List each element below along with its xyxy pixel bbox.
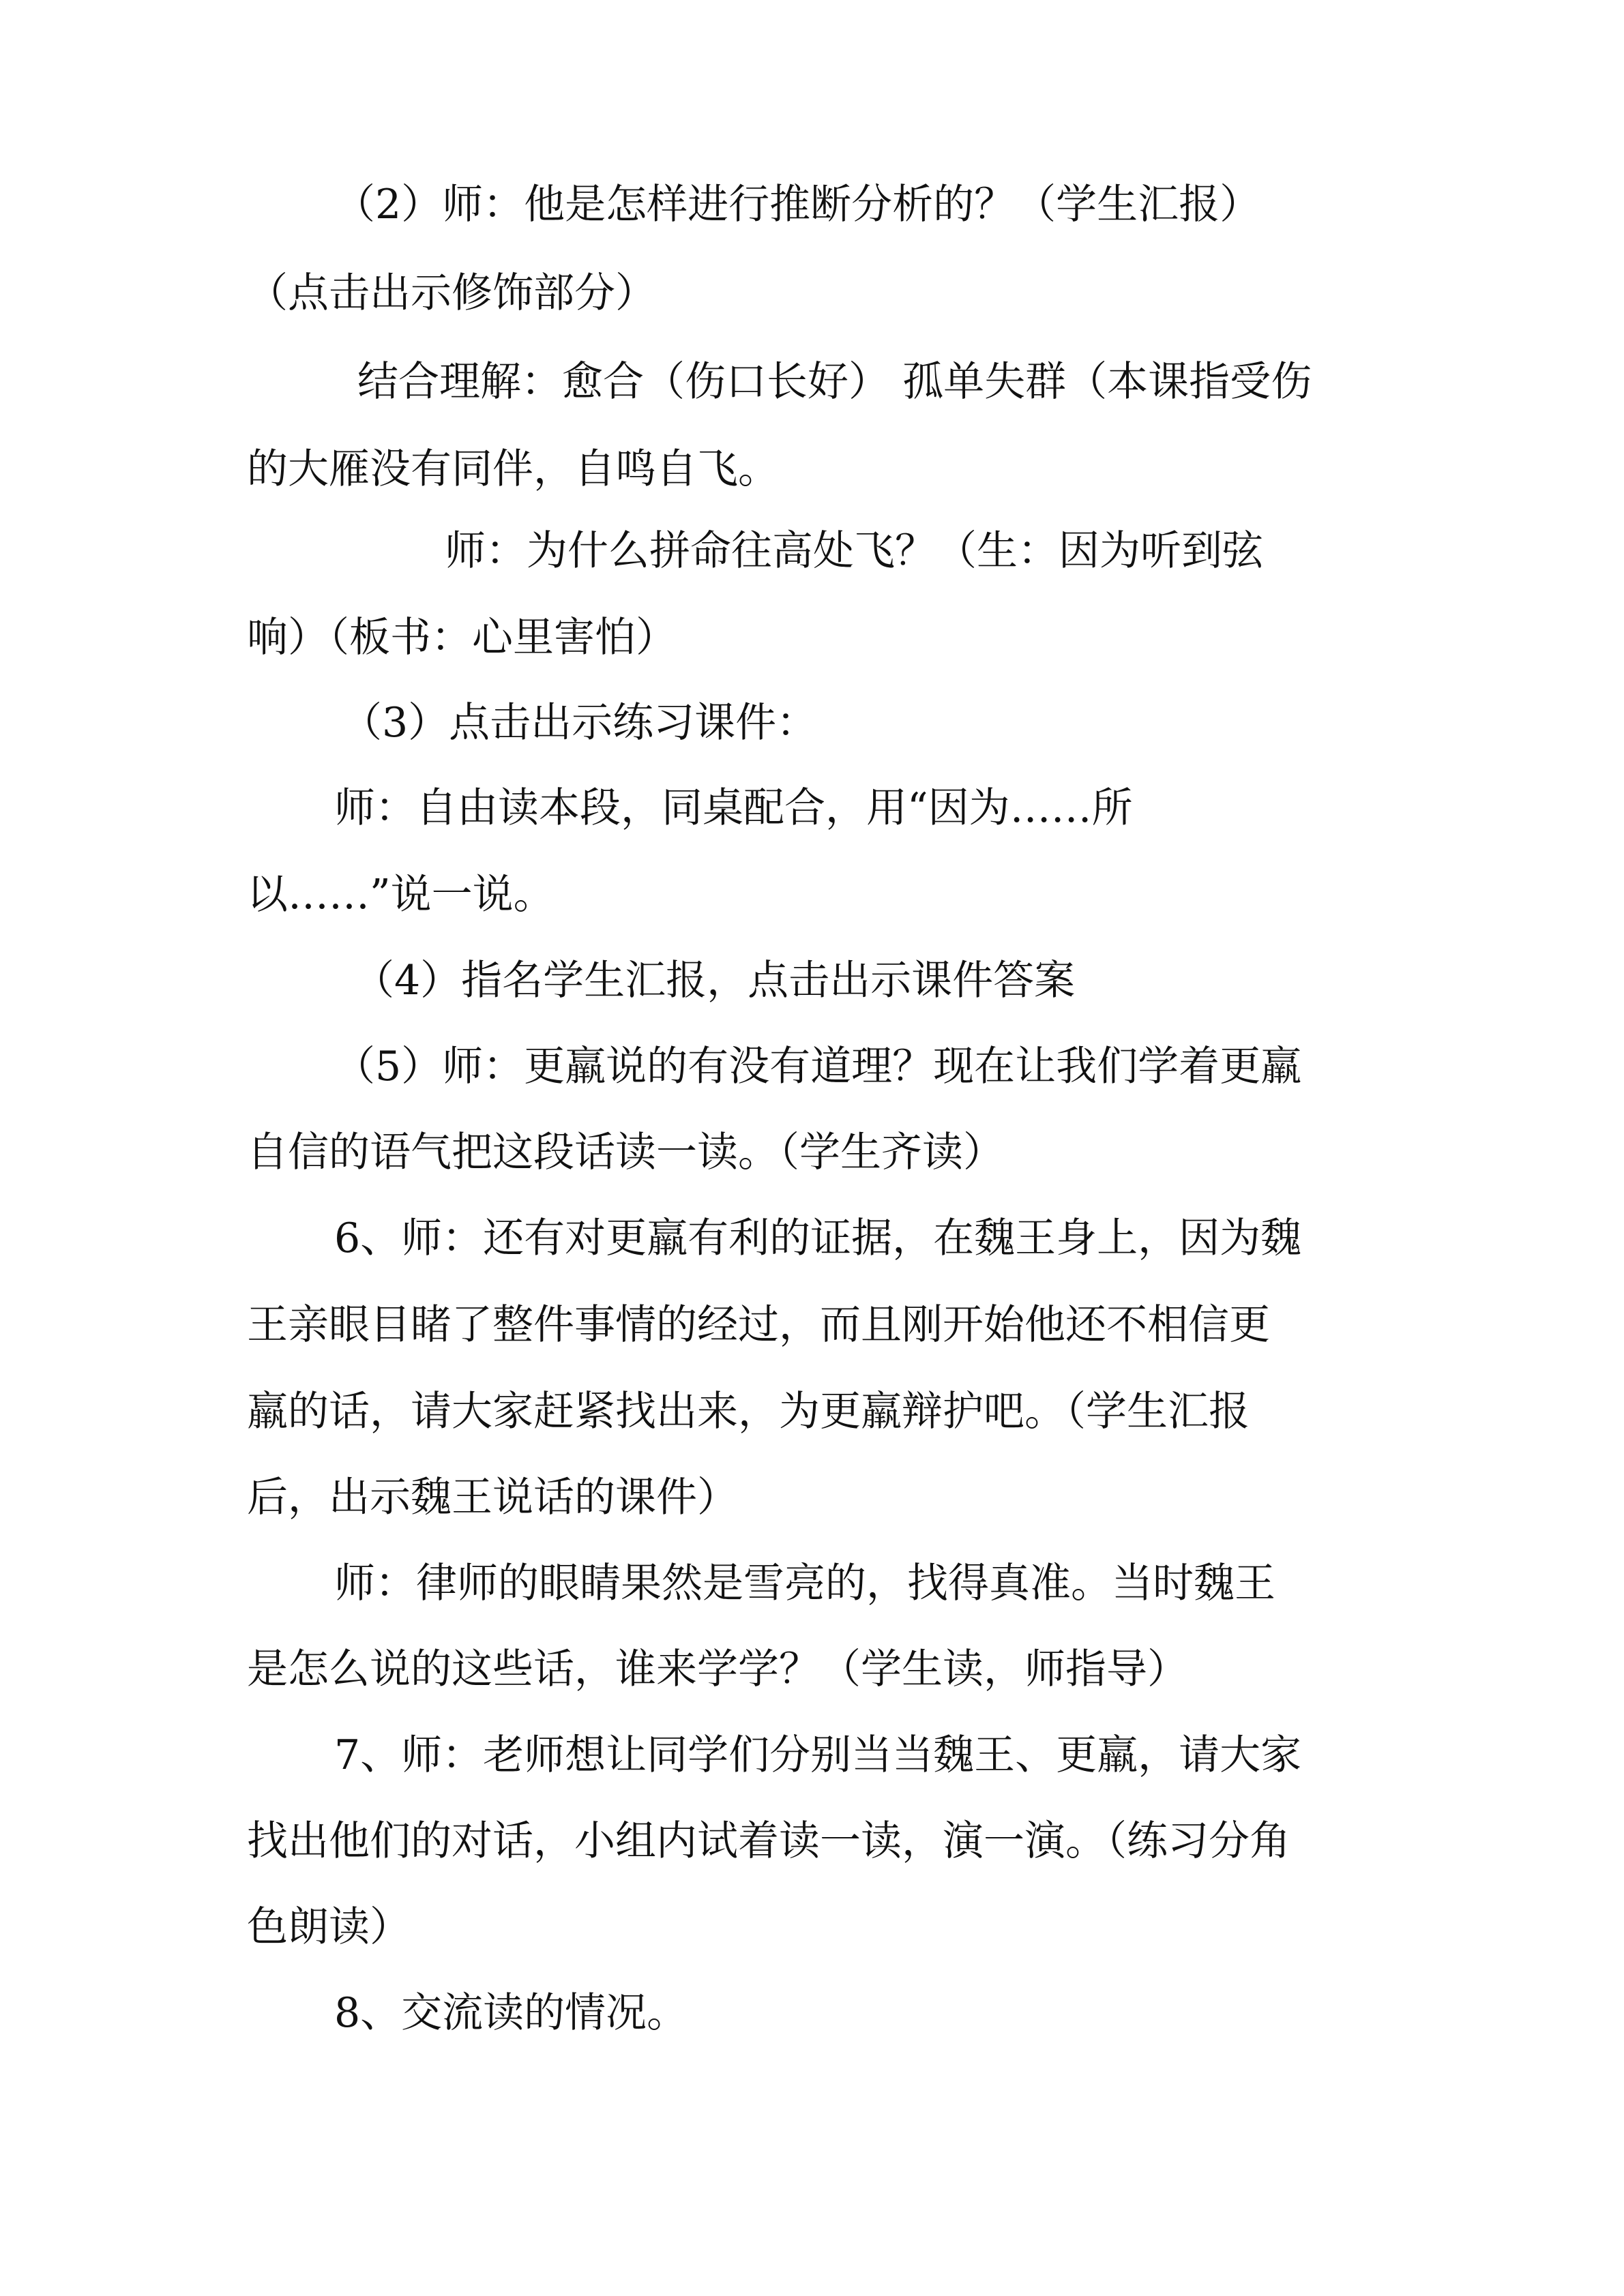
text-line: （点击出示修饰部分）: [247, 269, 656, 317]
text-line: 师：自由读本段，同桌配合，用“因为……所: [334, 784, 1133, 832]
text-line: 7、师：老师想让同学们分别当当魏王、更羸，请大家: [334, 1731, 1302, 1779]
text-line: 的大雁没有同伴，自鸣自飞。: [247, 445, 779, 493]
text-line: 师：律师的眼睛果然是雪亮的，找得真准。当时魏王: [334, 1560, 1275, 1607]
text-line: 王亲眼目睹了整件事情的经过，而且刚开始他还不相信更: [247, 1301, 1270, 1349]
text-line: 以……”说一说。: [247, 871, 555, 919]
text-line: （5）师：更羸说的有没有道理？现在让我们学着更羸: [334, 1043, 1302, 1090]
text-line: 6、师：还有对更羸有利的证据，在魏王身上，因为魏: [334, 1214, 1302, 1262]
text-line: 响）（板书：心里害怕）: [247, 614, 677, 661]
text-line: 自信的语气把这段话读一读。（学生齐读）: [247, 1129, 1004, 1176]
text-line: 是怎么说的这些话，谁来学学？（学生读，师指导）: [247, 1645, 1188, 1693]
text-line: （2）师：他是怎样进行推断分析的？（学生汇报）: [334, 181, 1261, 228]
text-line: （4）指名学生汇报，点击出示课件答案: [353, 957, 1076, 1004]
text-line: 色朗读）: [247, 1903, 411, 1951]
text-line: 8、交流读的情况。: [334, 1989, 688, 2037]
text-line: 后，出示魏王说话的课件）: [247, 1474, 738, 1521]
text-line: 师：为什么拼命往高处飞？（生：因为听到弦: [445, 527, 1263, 575]
text-line: 羸的话，请大家赶紧找出来，为更羸辩护吧。（学生汇报: [247, 1388, 1250, 1435]
text-line: （3）点击出示练习课件：: [341, 699, 818, 747]
text-line: 结合理解：愈合（伤口长好） 孤单失群（本课指受伤: [357, 358, 1312, 406]
text-line: 找出他们的对话，小组内试着读一读，演一演。（练习分角: [247, 1817, 1290, 1865]
